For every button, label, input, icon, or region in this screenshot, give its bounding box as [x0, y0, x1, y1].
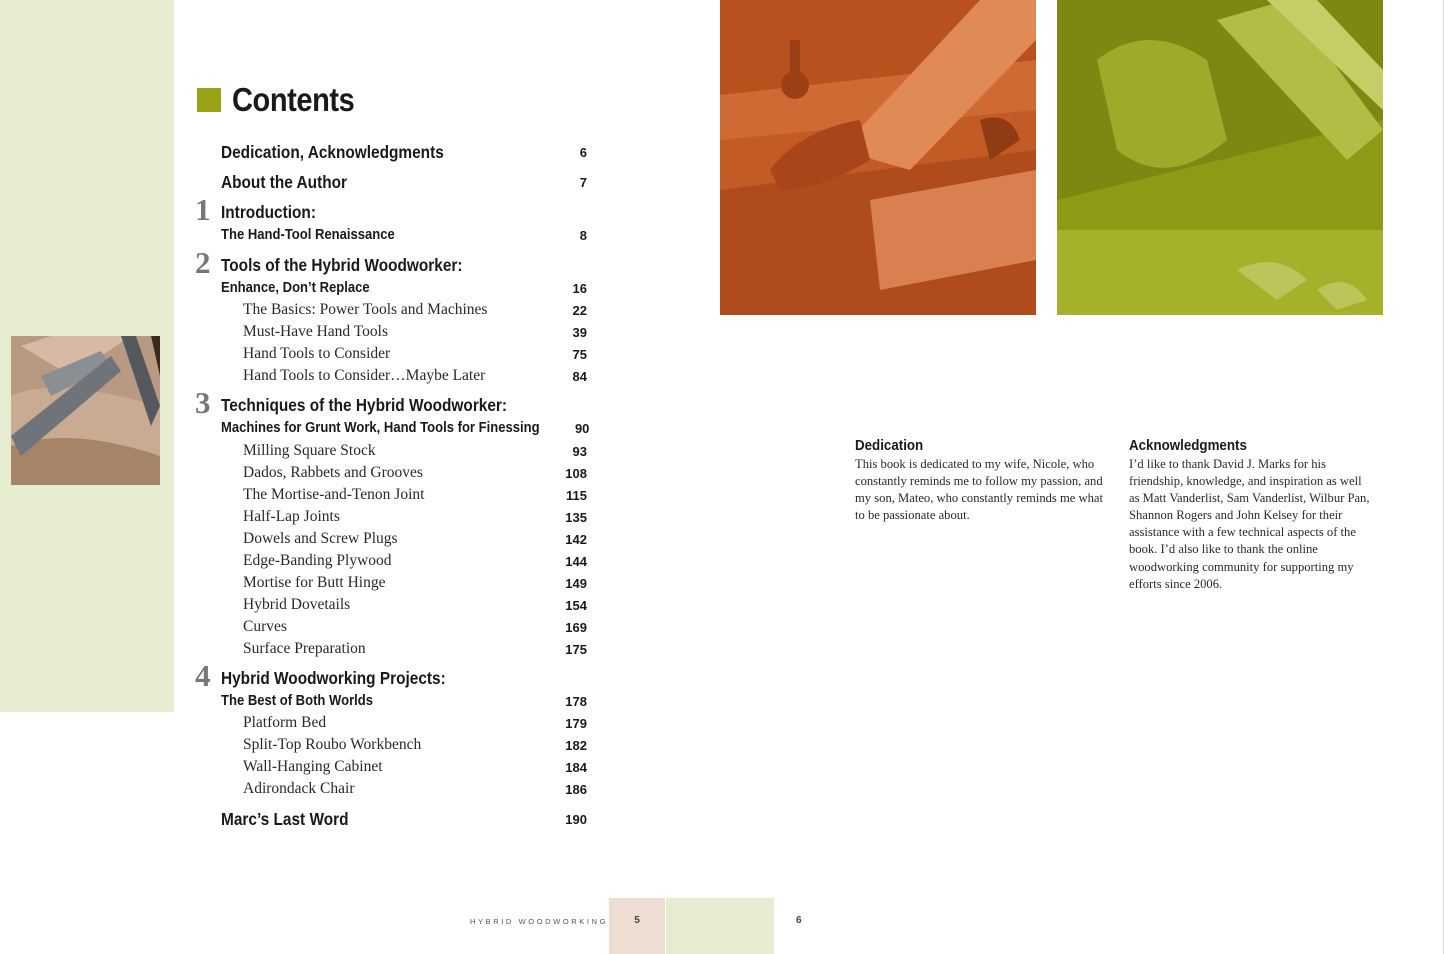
toc-entry[interactable] — [221, 171, 587, 193]
orange-tinted-photo — [720, 0, 1036, 315]
toc-entry-page: 115 — [566, 487, 587, 503]
toc-entry-title: Dedication, Acknowledgments — [221, 141, 444, 162]
green-tinted-photo — [1057, 0, 1383, 315]
toc-entry[interactable] — [221, 712, 587, 734]
toc-entry[interactable] — [221, 141, 587, 163]
toc-entry[interactable] — [221, 506, 587, 528]
toc-entry[interactable] — [221, 638, 587, 660]
toc-entry-title: Edge-Banding Plywood — [243, 552, 392, 569]
right-folio-box — [666, 898, 774, 954]
toc-entry-page: 184 — [565, 759, 587, 775]
toc-entry-page: 39 — [572, 324, 587, 340]
toc-entry-title: Dados, Rabbets and Grooves — [243, 464, 423, 481]
chapter-number: 3 — [195, 385, 211, 420]
toc-entry-page: 6 — [579, 144, 587, 160]
toc-entry-title: About the Author — [221, 171, 348, 192]
toc-entry[interactable] — [221, 343, 587, 365]
table-of-contents — [0, 0, 600, 840]
toc-entry[interactable] — [221, 572, 587, 594]
toc-entry[interactable] — [221, 224, 587, 246]
toc-entry-page: 16 — [572, 280, 587, 296]
acknowledgments-section — [1129, 438, 1371, 593]
toc-entry[interactable] — [221, 254, 587, 276]
toc-entry-title: The Hand-Tool Renaissance — [221, 227, 395, 243]
toc-entry-page: 108 — [565, 465, 587, 481]
page-edge — [1443, 0, 1444, 954]
toc-entry-title: Half-Lap Joints — [243, 508, 340, 525]
toc-entry-title: The Mortise-and-Tenon Joint — [243, 486, 425, 503]
toc-entry[interactable] — [221, 550, 587, 572]
toc-entry-title: Platform Bed — [243, 714, 327, 731]
toc-entry[interactable] — [221, 667, 587, 689]
toc-entry-title: Dowels and Screw Plugs — [243, 530, 398, 547]
toc-entry-title: Curves — [243, 618, 287, 635]
toc-entry-title: Machines for Grunt Work, Hand Tools for Finessing — [221, 420, 540, 436]
toc-entry-title: The Best of Both Worlds — [221, 693, 374, 709]
toc-entry-title: The Basics: Power Tools and Machines — [243, 301, 488, 318]
toc-entry[interactable] — [221, 484, 587, 506]
toc-entry-title: Tools of the Hybrid Woodworker: — [221, 254, 463, 275]
toc-entry[interactable] — [221, 299, 587, 321]
toc-entry-page: 75 — [572, 346, 587, 362]
toc-entry[interactable] — [221, 440, 587, 462]
toc-entry[interactable] — [221, 528, 587, 550]
acknowledgments-body: I’d like to thank David J. Marks for his friendship, knowledge, and inspiration as well as Matt Vanderlist, Sam Vanderlist, Wilbur Pan, Shannon Rogers and John Kelsey for their assistance with a few technical aspects of the book. I’d also like to thank the online woodworking community for supporting my efforts since 2006. — [1129, 457, 1370, 591]
toc-entry[interactable] — [221, 394, 587, 416]
toc-entry-page: 179 — [565, 715, 587, 731]
toc-entry-page: 175 — [565, 641, 587, 657]
left-page-number: 5 — [634, 915, 640, 926]
toc-entry[interactable] — [221, 277, 587, 299]
toc-entry[interactable] — [221, 321, 587, 343]
toc-entry-page: 149 — [565, 575, 587, 591]
toc-entry-page: 90 — [574, 420, 590, 436]
chapter-number: 2 — [195, 245, 211, 280]
toc-entry[interactable] — [221, 462, 587, 484]
running-title: HYBRID WOODWORKING — [470, 917, 609, 926]
toc-entry-title: Adirondack Chair — [243, 780, 355, 797]
right-page-number: 6 — [796, 915, 802, 926]
toc-entry-page: 93 — [572, 443, 587, 459]
toc-entry-title: Must-Have Hand Tools — [243, 323, 389, 340]
left-folio-box — [609, 898, 665, 954]
toc-entry-title: Milling Square Stock — [243, 442, 376, 459]
toc-entry[interactable] — [221, 734, 587, 756]
toc-entry-title: Marc’s Last Word — [221, 808, 349, 829]
toc-entry[interactable] — [221, 756, 587, 778]
toc-entry-title: Split-Top Roubo Workbench — [243, 736, 422, 753]
dedication-body: This book is dedicated to my wife, Nicole, who constantly reminds me to follow my passion, and my son, Mateo, who constantly reminds me what to be passionate about. — [855, 457, 1103, 523]
toc-entry[interactable] — [221, 417, 590, 439]
toc-entry-page: 169 — [565, 619, 587, 635]
toc-entry-page: 135 — [565, 509, 587, 525]
toc-entry-page: 178 — [565, 693, 587, 709]
dedication-section — [855, 438, 1107, 524]
toc-entry-page: 7 — [579, 174, 587, 190]
toc-entry[interactable] — [221, 594, 587, 616]
toc-entry-page: 84 — [572, 368, 587, 384]
toc-entry[interactable] — [221, 365, 587, 387]
toc-entry[interactable] — [221, 808, 587, 830]
toc-entry[interactable] — [221, 616, 587, 638]
toc-entry-title: Hand Tools to Consider…Maybe Later — [243, 367, 486, 384]
toc-entry-title: Techniques of the Hybrid Woodworker: — [221, 394, 508, 415]
toc-entry-page: 22 — [572, 302, 587, 318]
toc-entry-page: 182 — [565, 737, 587, 753]
toc-entry-title: Hybrid Dovetails — [243, 596, 351, 613]
toc-entry[interactable] — [221, 201, 587, 223]
toc-entry-title: Enhance, Don’t Replace — [221, 280, 370, 296]
toc-entry-page: 186 — [565, 781, 587, 797]
toc-entry-page: 142 — [565, 531, 587, 547]
toc-entry-title: Wall-Hanging Cabinet — [243, 758, 383, 775]
acknowledgments-heading: Acknowledgments — [1129, 438, 1247, 454]
toc-entry[interactable] — [221, 778, 587, 800]
chapter-number: 1 — [195, 192, 211, 227]
chapter-number: 4 — [195, 658, 211, 693]
toc-entry-page: 144 — [565, 553, 587, 569]
toc-entry-title: Mortise for Butt Hinge — [243, 574, 386, 591]
toc-entry-page: 8 — [579, 227, 587, 243]
toc-entry-title: Surface Preparation — [243, 640, 366, 657]
toc-entry[interactable] — [221, 690, 587, 712]
toc-entry-title: Hybrid Woodworking Projects: — [221, 667, 446, 688]
toc-entry-title: Introduction: — [221, 201, 316, 222]
toc-entry-title: Hand Tools to Consider — [243, 345, 391, 362]
contents-title: Contents — [232, 81, 355, 118]
toc-entry-page: 190 — [565, 811, 587, 827]
toc-entry-page: 154 — [565, 597, 587, 613]
dedication-heading: Dedication — [855, 438, 924, 454]
